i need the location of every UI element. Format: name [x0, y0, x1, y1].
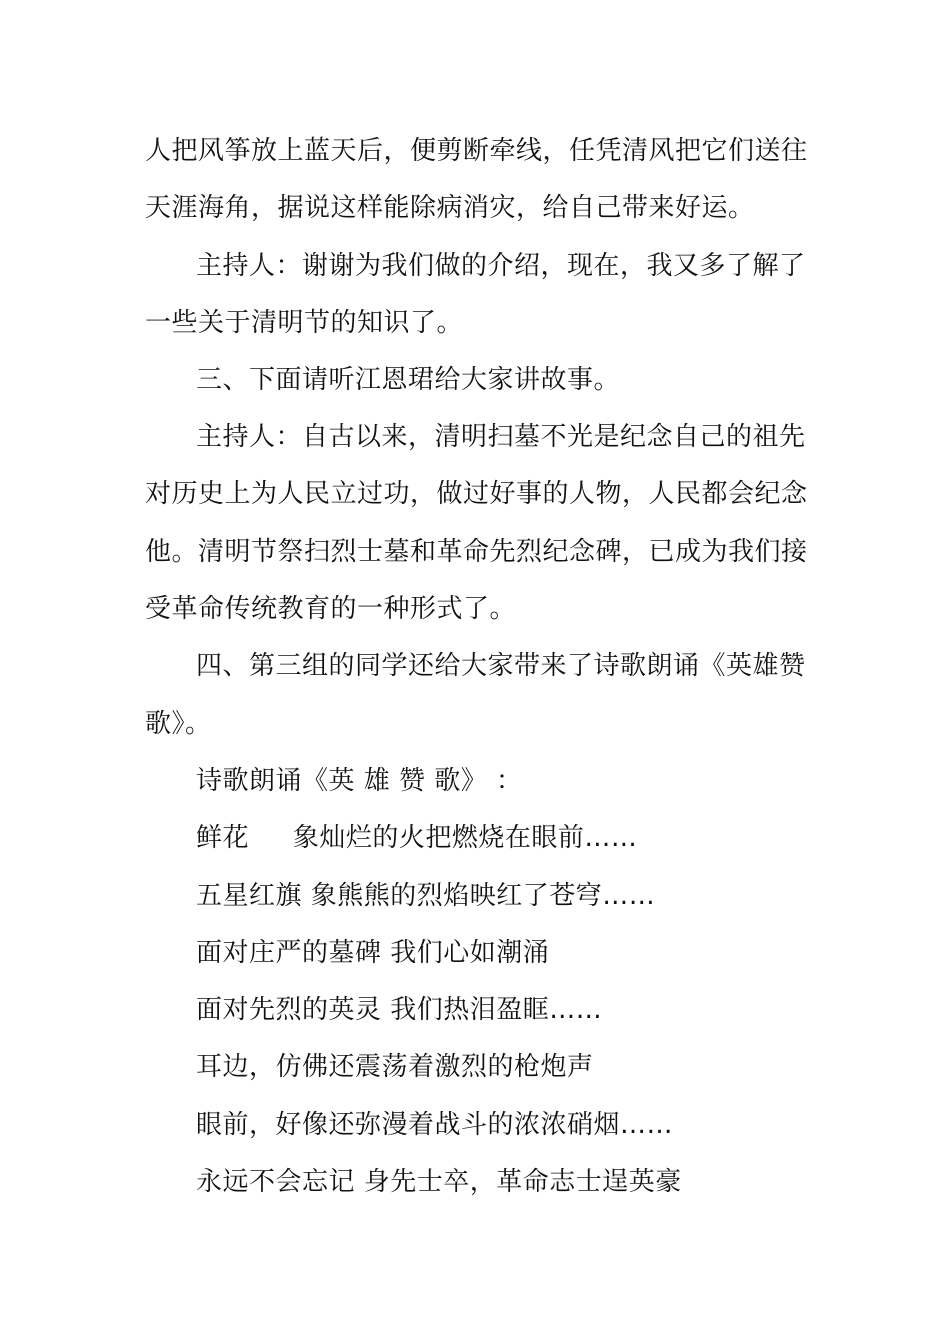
paragraph-line: 主持人：谢谢为我们做的介绍，现在，我又多了解了	[196, 251, 806, 281]
section-heading: 四、第三组的同学还给大家带来了诗歌朗诵《英雄赞	[196, 651, 806, 681]
paragraph-line: 歌》。	[145, 709, 212, 739]
paragraph-line: 主持人：自古以来，清明扫墓不光是纪念自己的祖先	[196, 422, 806, 452]
poem-line: 眼前，好像还弥漫着战斗的浓浓硝烟……	[196, 1110, 674, 1140]
poem-line: 鲜花 象灿烂的火把燃烧在眼前……	[196, 823, 638, 853]
poem-title: 诗歌朗诵《英 雄 赞 歌》 ：	[196, 766, 523, 796]
section-heading: 三、下面请听江恩珺给大家讲故事。	[196, 365, 621, 395]
poem-line: 永远不会忘记 身先士卒，革命志士逞英豪	[196, 1167, 682, 1197]
poem-line: 五星红旗 象熊熊的烈焰映红了苍穹……	[196, 881, 656, 911]
paragraph-line: 一些关于清明节的知识了。	[145, 308, 464, 338]
paragraph-line: 对历史上为人民立过功，做过好事的人物，人民都会纪念	[145, 479, 808, 509]
paragraph-line: 受革命传统教育的一种形式了。	[145, 594, 517, 624]
paragraph-line: 人把风筝放上蓝天后，便剪断牵线，任凭清风把它们送往	[145, 136, 808, 166]
poem-line: 面对庄严的墓碑 我们心如潮涌	[196, 938, 550, 968]
poem-line: 耳边，仿佛还震荡着激烈的枪炮声	[196, 1052, 594, 1082]
paragraph-line: 天涯海角，据说这样能除病消灾，给自己带来好运。	[145, 193, 755, 223]
paragraph-line: 他。清明节祭扫烈士墓和革命先烈纪念碑，已成为我们接	[145, 537, 808, 567]
poem-line: 面对先烈的英灵 我们热泪盈眶……	[196, 995, 603, 1025]
